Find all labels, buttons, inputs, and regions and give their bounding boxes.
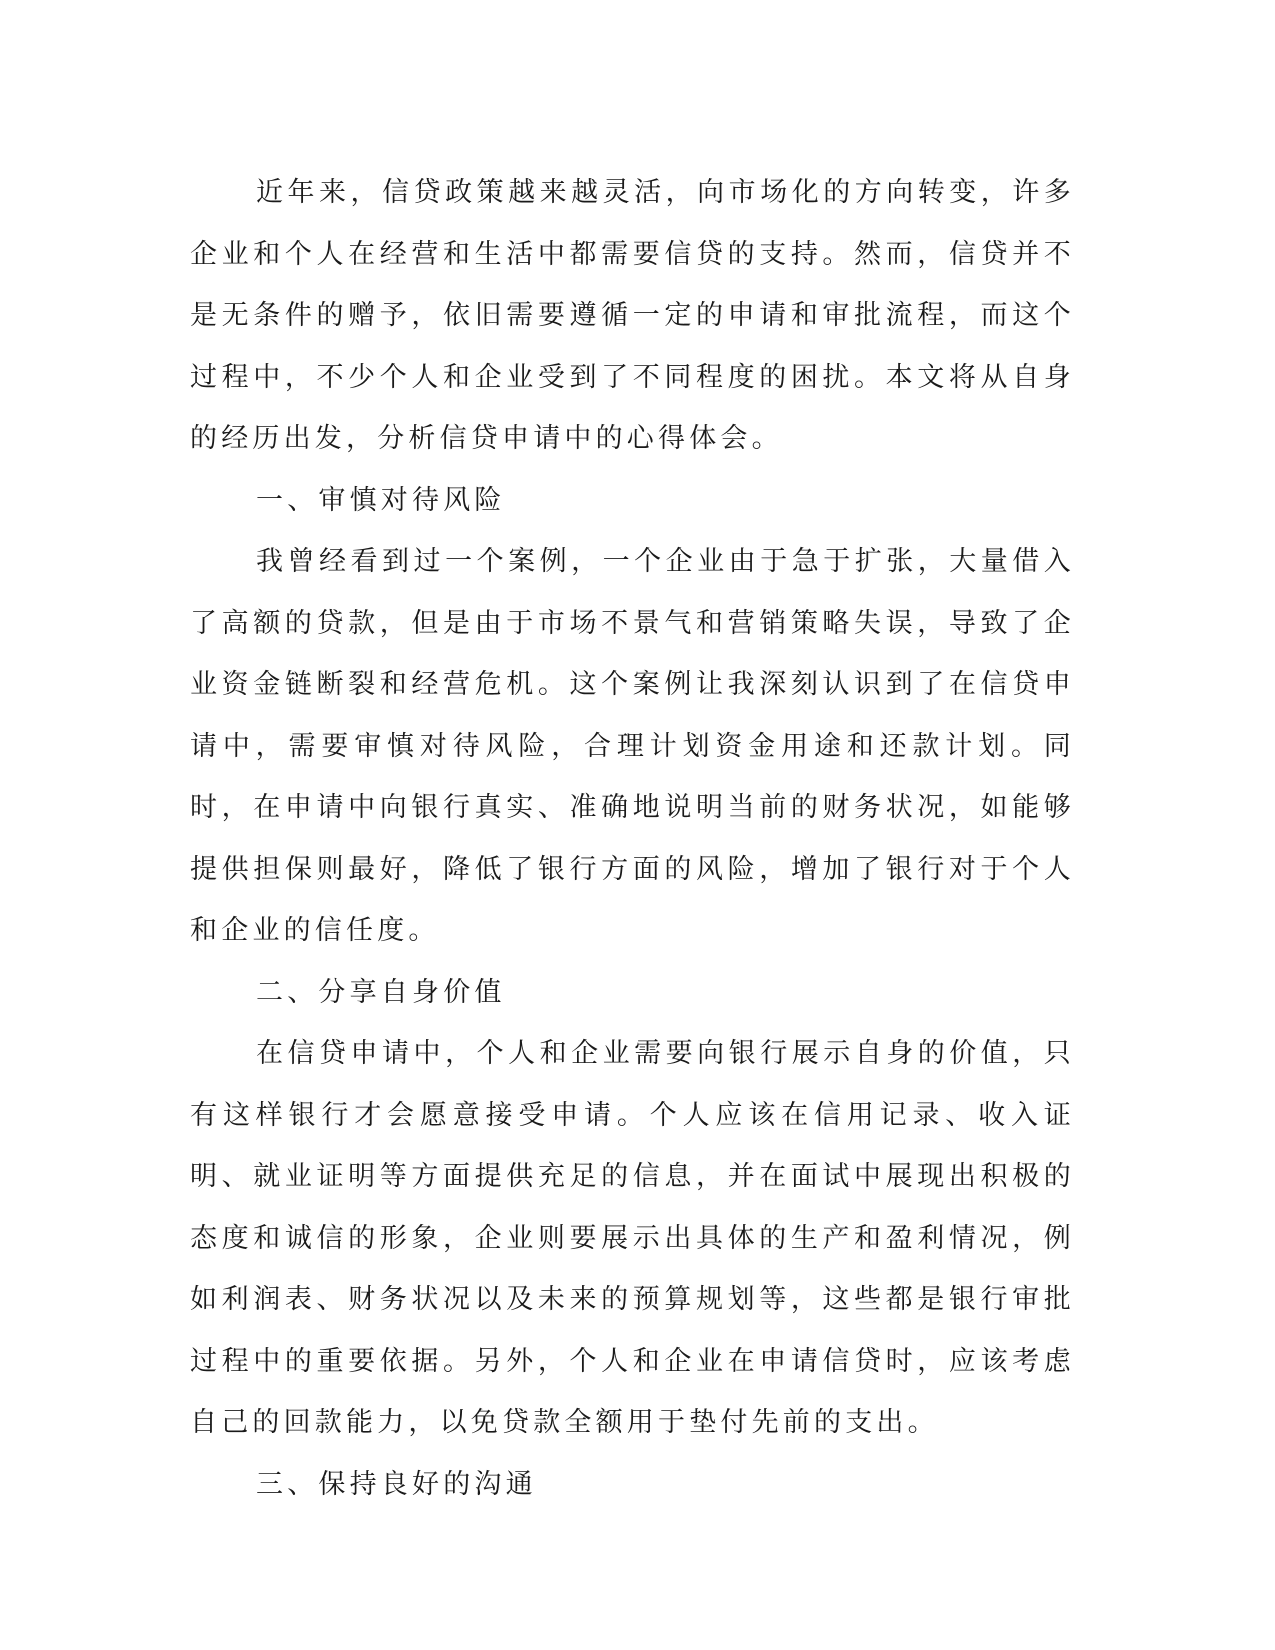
section-heading-risk: 一、审慎对待风险 bbox=[256, 484, 506, 516]
document-body bbox=[190, 162, 1075, 1515]
intro-paragraph: 近年来，信贷政策越来越灵活，向市场化的方向转变，许多企业和个人在经营和生活中都需要信贷的支持。然而，信贷并不是无条件的赠予，依旧需要遵循一定的申请和审批流程，而这个过程中，不少个人和企业受到了不同程度的困扰。本文将从自身的经历出发，分析信贷申请中的心得体会。 bbox=[190, 177, 1075, 454]
risk-paragraph: 我曾经看到过一个案例，一个企业由于急于扩张，大量借入了高额的贷款，但是由于市场不景气和营销策略失误，导致了企业资金链断裂和经营危机。这个案例让我深刻认识到了在信贷申请中，需要审慎对待风险，合理计划资金用途和还款计划。同时，在申请中向银行真实、准确地说明当前的财务状况，如能够提供担保则最好，降低了银行方面的风险，增加了银行对于个人和企业的信任度。 bbox=[190, 546, 1075, 946]
section-heading-communication: 三、保持良好的沟通 bbox=[256, 1468, 537, 1500]
section-heading-value: 二、分享自身价值 bbox=[256, 976, 506, 1008]
value-paragraph: 在信贷申请中，个人和企业需要向银行展示自身的价值，只有这样银行才会愿意接受申请。个人应该在信用记录、收入证明、就业证明等方面提供充足的信息，并在面试中展现出积极的态度和诚信的形象，企业则要展示出具体的生产和盈利情况，例如利润表、财务状况以及未来的预算规划等，这些都是银行审批过程中的重要依据。另外，个人和企业在申请信贷时，应该考虑自己的回款能力，以免贷款全额用于垫付先前的支出。 bbox=[190, 1038, 1075, 1438]
